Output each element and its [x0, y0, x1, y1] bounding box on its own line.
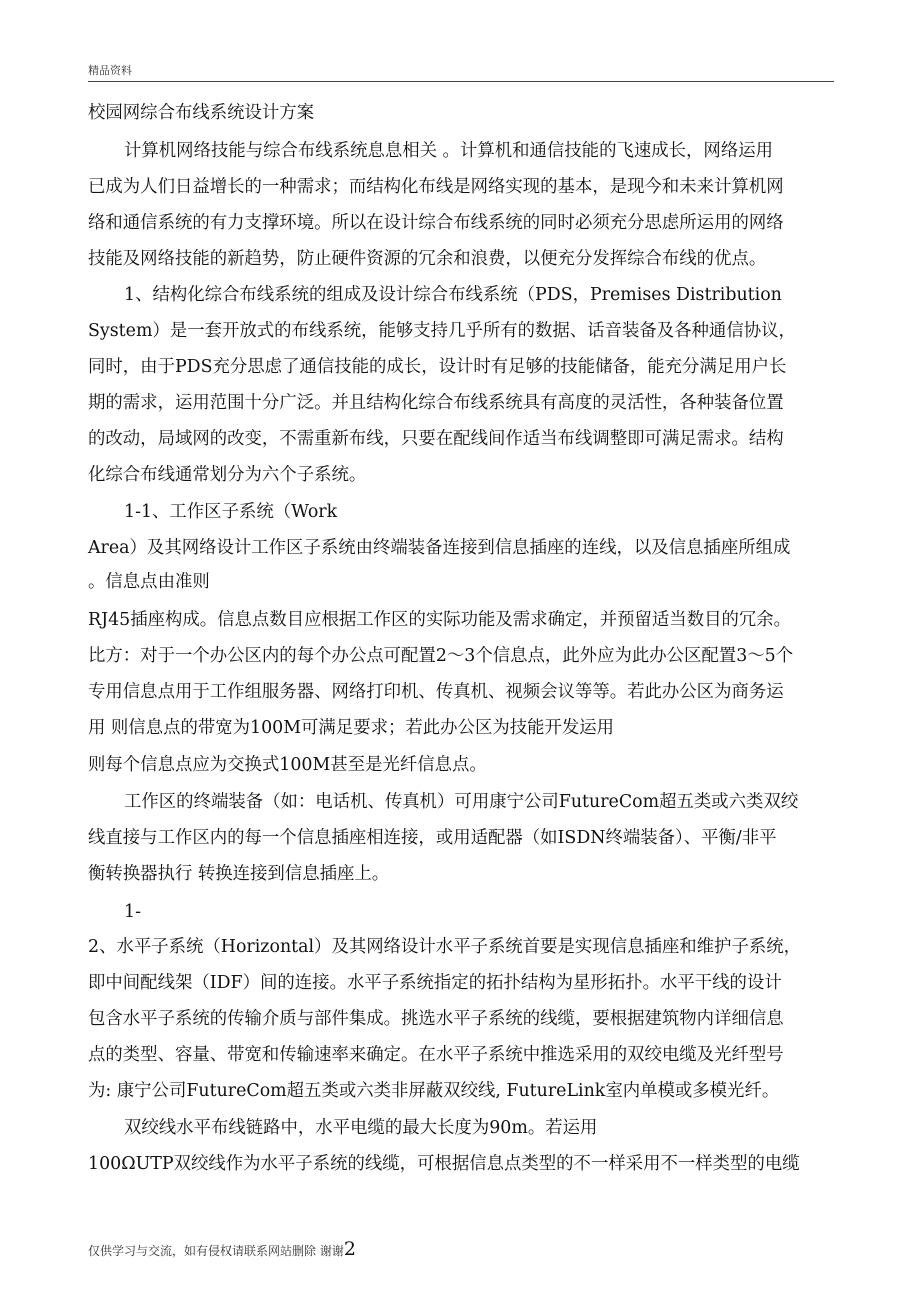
- paragraph-line: 包含水平子系统的传输介质与部件集成。挑选水平子系统的线缆，要根据建筑物内详细信息: [88, 1009, 784, 1029]
- paragraph-line: System）是一套开放式的布线系统，能够支持几乎所有的数据、话音装备及各种通信协议，: [88, 321, 796, 341]
- paragraph-line: 期的需求，运用范围十分广泛。并且结构化综合布线系统具有高度的灵活性，各种装备位置: [88, 393, 784, 413]
- paragraph-line: RJ45插座构成。信息点数目应根据工作区的实际功能及需求确定，并预留适当数目的冗余。: [88, 610, 792, 630]
- paragraph-line: 。信息点由准则: [88, 572, 210, 592]
- footer-text: 仅供学习与交流，如有侵权请联系网站删除 谢谢: [88, 1244, 344, 1258]
- paragraph-line: 比方：对于一个办公区内的每个办公点可配置2～3个信息点，此外应为此办公区配置3～5个: [88, 646, 794, 666]
- section-heading: 1-1、工作区子系统（Work: [124, 502, 338, 522]
- paragraph-line: 即中间配线架（IDF）间的连接。水平子系统指定的拓扑结构为星形拓扑。水平干线的设计: [88, 973, 782, 993]
- paragraph-line: 专用信息点用于工作组服务器、网络打印机、传真机、视频会议等等。若此办公区为商务运: [88, 682, 784, 702]
- paragraph-line: 化综合布线通常划分为六个子系统。: [88, 465, 367, 485]
- paragraph-line: 计算机网络技能与综合布线系统息息相关 。计算机和通信技能的飞速成长，网络运用: [124, 141, 773, 161]
- page-number: 2: [343, 1238, 356, 1260]
- section-heading: 1-: [124, 902, 141, 922]
- paragraph-line: 双绞线水平布线链路中，水平电缆的最大长度为90m。若运用: [124, 1118, 598, 1138]
- document-title: 校园网综合布线系统设计方案: [88, 103, 315, 123]
- paragraph-line: 技能及网络技能的新趋势，防止硬件资源的冗余和浪费，以便充分发挥综合布线的优点。: [88, 249, 767, 269]
- paragraph-line: 衡转换器执行 转换连接到信息插座上。: [88, 864, 390, 884]
- paragraph-line: 的改动，局域网的改变，不需重新布线，只要在配线间作适当布线调整即可满足需求。结构: [88, 429, 784, 449]
- paragraph-line: 100ΩUTP双绞线作为水平子系统的线缆，可根据信息点类型的不一样采用不一样类型的电缆: [88, 1154, 800, 1174]
- header-divider: [88, 81, 834, 82]
- paragraph-line: 工作区的终端装备（如：电话机、传真机）可用康宁公司FutureCom超五类或六类双绞: [124, 792, 799, 812]
- paragraph-line: 络和通信系统的有力支撑环境。所以在设计综合布线系统的同时必须充分思虑所运用的网络: [88, 213, 784, 233]
- paragraph-line: 已成为人们日益增长的一种需求；而结构化布线是网络实现的基本，是现今和未来计算机网: [88, 177, 784, 197]
- paragraph-line: 2、水平子系统（Horizontal）及其网络设计水平子系统首要是实现信息插座和维护子系统，: [88, 937, 802, 957]
- paragraph-line: 1、结构化综合布线系统的组成及设计综合布线系统（PDS，Premises Distribution: [124, 285, 782, 305]
- footer: [88, 1238, 356, 1260]
- paragraph-line: 则每个信息点应为交换式100M甚至是光纤信息点。: [88, 755, 487, 775]
- paragraph-line: 线直接与工作区内的每一个信息插座相连接，或用适配器（如ISDN终端装备）、平衡/非平: [88, 828, 777, 848]
- header-label: 精品资料: [88, 64, 132, 77]
- paragraph-line: Area）及其网络设计工作区子系统由终端装备连接到信息插座的连线，以及信息插座所组成: [88, 538, 791, 558]
- paragraph-line: 用 则信息点的带宽为100M可满足要求；若此办公区为技能开发运用: [88, 718, 615, 738]
- paragraph-line: 点的类型、容量、带宽和传输速率来确定。在水平子系统中推选采用的双绞电缆及光纤型号: [88, 1045, 784, 1065]
- paragraph-line: 为: 康宁公司FutureCom超五类或六类非屏蔽双绞线, FutureLink室内单模或多模光纤。: [88, 1081, 780, 1101]
- paragraph-line: 同时，由于PDS充分思虑了通信技能的成长，设计时有足够的技能储备，能充分满足用户长: [88, 357, 787, 377]
